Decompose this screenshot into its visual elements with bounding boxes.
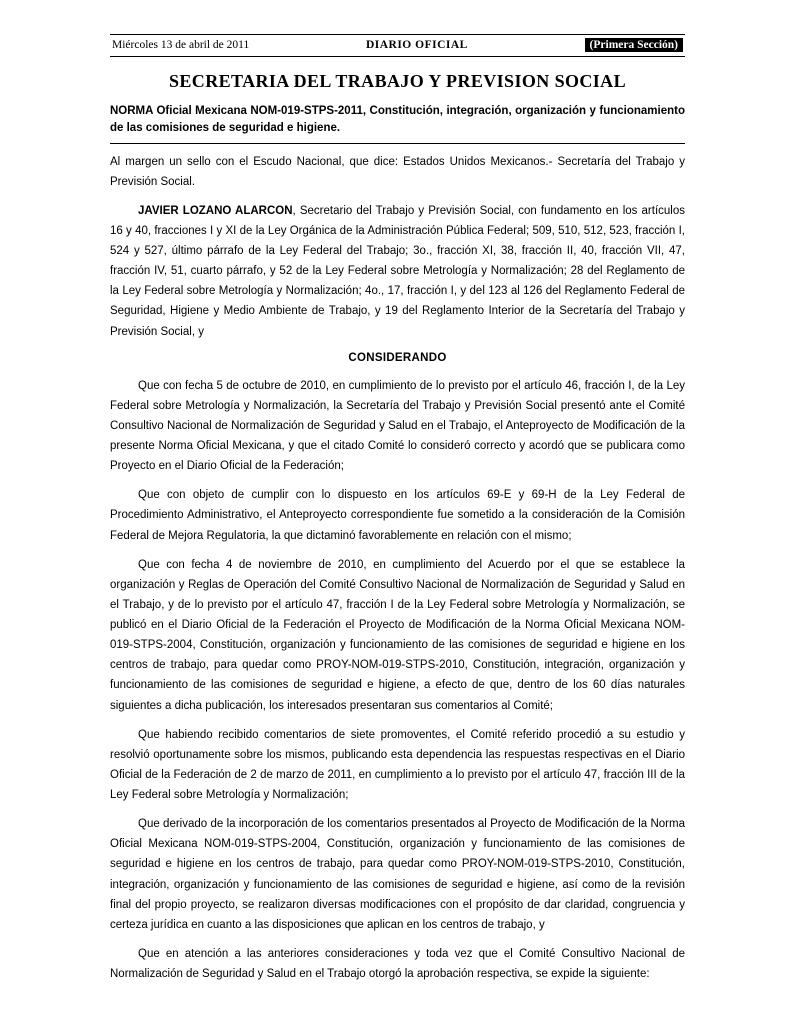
- legal-basis-paragraph: [110, 201, 685, 342]
- considerando-paragraph-6: Que en atención a las anteriores consideraciones y toda vez que el Comité Consultivo Nacional de Normalización de Seguridad y Salud en el Trabajo otorgó la aprobación respectiva, se expide la siguiente:: [110, 947, 685, 980]
- header-publication-title: DIARIO OFICIAL: [365, 39, 468, 51]
- norma-heading: NORMA Oficial Mexicana NOM-019-STPS-2011, Constitución, integración, organización y funcionamiento de las comisiones de seguridad e higiene.: [110, 103, 685, 144]
- legal-basis-text: , Secretario del Trabajo y Previsión Social, con fundamento en los artículos 16 y 40, fracciones I y XI de la Ley Orgánica de la Administración Pública Federal; 509, 510, 512, 523, fracción I, 524 y 527, último párrafo de la Ley Federal del Trabajo; 3o., fracción XI, 38, fracción II, 40, fracción VII, 47, fracción IV, 51, cuarto párrafo, y 52 de la Ley Federal sobre Metrología y Normalización; 28 del Reglamento de la Ley Federal sobre Metrología y Normalización; 4o., 17, fracción I, y del 123 al 126 del Reglamento Federal de Seguridad, Higiene y Medio Ambiente de Trabajo, y 19 del Reglamento Interior de la Secretaría del Trabajo y Previsión Social, y: [110, 204, 685, 338]
- considerando-paragraph-5: Que derivado de la incorporación de los comentarios presentados al Proyecto de Modificación de la Norma Oficial Mexicana NOM-019-STPS-2004, Constitución, organización y funcionamiento de las comisiones de seguridad e higiene en los centros de trabajo, para quedar como PROY-NOM-019-STPS-2010, Constitución, integración, organización y funcionamiento de las comisiones de seguridad e higiene, así como de la revisión final del propio proyecto, se realizaron diversas modificaciones con el propósito de dar claridad, congruencia y certeza jurídica en cuanto a las disposiciones que aplican en los centros de trabajo, y: [110, 818, 685, 931]
- considerando-heading: CONSIDERANDO: [348, 351, 447, 364]
- considerando-paragraph-4: Que habiendo recibido comentarios de siete promoventes, el Comité referido procedió a su estudio y resolvió oportunamente sobre los mismos, publicando esta dependencia las respuestas respectivas en el Diario Oficial de la Federación de 2 de marzo de 2011, en cumplimiento a lo previsto por el artículo 47, fracción III de la Ley Federal sobre Metrología y Normalización;: [110, 728, 685, 801]
- margin-note-paragraph: Al margen un sello con el Escudo Nacional, que dice: Estados Unidos Mexicanos.- Secretaría del Trabajo y Previsión Social.: [110, 155, 685, 188]
- page-header: [110, 34, 685, 57]
- considerando-paragraph-1: Que con fecha 5 de octubre de 2010, en cumplimiento de lo previsto por el artículo 46, fracción I, de la Ley Federal sobre Metrología y Normalización, la Secretaría del Trabajo y Previsión Social presentó ante el Comité Consultivo Nacional de Normalización de Seguridad y Salud en el Trabajo, el Anteproyecto de Modificación de la presente Norma Oficial Mexicana, y que el citado Comité lo consideró correcto y acordó que se publicara como Proyecto en el Diario Oficial de la Federación;: [110, 379, 685, 473]
- considerando-paragraph-3: Que con fecha 4 de noviembre de 2010, en cumplimiento del Acuerdo por el que se establece la organización y Reglas de Operación del Comité Consultivo Nacional de Normalización de Seguridad y Salud en el Trabajo, y de lo previsto por el artículo 47, fracción I de la Ley Federal sobre Metrología y Normalización, se publicó en el Diario Oficial de la Federación el Proyecto de Modificación de la Norma Oficial Mexicana NOM-019-STPS-2004, Constitución, organización y funcionamiento de las comisiones de seguridad e higiene en los centros de trabajo, para quedar como PROY-NOM-019-STPS-2010, Constitución, integración, organización y funcionamiento de las comisiones de seguridad e higiene, a efecto de que, dentro de los 60 días naturales siguientes a dicha publicación, los interesados presentaran sus comentarios al Comité;: [110, 558, 685, 712]
- author-name: JAVIER LOZANO ALARCON: [138, 204, 293, 217]
- considerando-paragraph-2: Que con objeto de cumplir con lo dispuesto en los artículos 69-E y 69-H de la Ley Federal de Procedimiento Administrativo, el Anteproyecto correspondiente fue sometido a la consideración de la Comisión Federal de Mejora Regulatoria, la que dictaminó favorablemente en relación con el mismo;: [110, 489, 685, 542]
- header-date: Miércoles 13 de abril de 2011: [112, 39, 250, 51]
- header-section-badge: (Primera Sección): [585, 38, 683, 52]
- secretariat-title: SECRETARIA DEL TRABAJO Y PREVISION SOCIAL: [168, 71, 626, 91]
